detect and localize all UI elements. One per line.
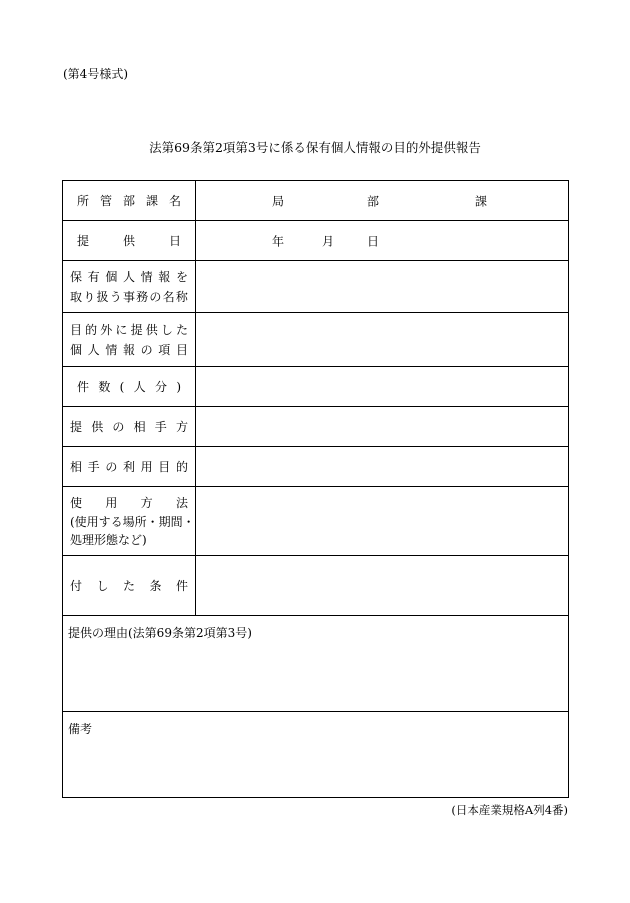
department-label-char: 管	[99, 193, 112, 208]
usage-label-char: 方	[140, 496, 153, 510]
items-label-char: 的	[85, 322, 98, 337]
items-label-char: 報	[122, 342, 135, 357]
conditions-label-char: た	[122, 578, 135, 593]
provision-date-label-char: 日	[168, 233, 181, 248]
usage-label-detail-2: 処理形態など)	[70, 533, 147, 547]
section-unit: 課	[475, 194, 488, 208]
usage-label-char: 法	[175, 496, 188, 510]
work-name-label-char: 有	[87, 269, 100, 284]
count-label-char: )	[176, 379, 181, 394]
count-field[interactable]	[196, 367, 569, 407]
department-value-field[interactable]	[196, 181, 569, 221]
items-label-char: 目	[175, 342, 188, 357]
provision-date-label-char: 提	[77, 233, 90, 248]
reason-field[interactable]	[63, 616, 569, 712]
reason-label: 提供の理由(法第69条第2項第3号)	[68, 626, 252, 640]
purpose-label-char: 目	[158, 459, 171, 474]
paper-size-note: (日本産業規格A列4番)	[451, 803, 568, 817]
row-recipient	[63, 407, 569, 447]
remarks-label: 備考	[68, 722, 93, 736]
day-unit: 日	[367, 234, 380, 248]
purpose-label-char: 手	[87, 459, 100, 474]
items-label-char: し	[160, 322, 173, 337]
usage-label	[63, 487, 196, 556]
form-number: (第4号様式)	[63, 67, 128, 81]
bureau-unit: 局	[272, 194, 285, 208]
items-label-char: 供	[145, 322, 158, 337]
row-work-name	[63, 261, 569, 313]
work-name-label-char: 人	[122, 269, 135, 284]
work-name-label-char: 保	[70, 269, 83, 284]
work-name-label	[63, 261, 196, 313]
form-title: 法第69条第2項第3号に係る保有個人情報の目的外提供報告	[149, 140, 481, 155]
usage-label-char: 使	[70, 496, 83, 510]
conditions-label-char: し	[96, 578, 109, 593]
year-unit: 年	[272, 234, 285, 248]
conditions-field[interactable]	[196, 556, 569, 616]
row-remarks	[63, 712, 569, 798]
items-label-char: 個	[70, 342, 83, 357]
items-label-char: た	[175, 322, 188, 337]
usage-label-detail-1: (使用する場所・期間・	[70, 515, 195, 529]
recipient-label	[63, 407, 196, 447]
conditions-label-char: 付	[70, 578, 83, 593]
work-name-label-char: 称	[175, 289, 188, 304]
recipient-label-char: 方	[175, 419, 188, 434]
work-name-label-char: り	[83, 289, 96, 304]
department-label-char: 所	[77, 193, 90, 208]
items-label-char: の	[140, 342, 153, 357]
row-usage	[63, 487, 569, 556]
purpose-label-char: 的	[175, 459, 188, 474]
division-unit: 部	[367, 194, 380, 208]
count-label-char: 分	[154, 379, 167, 394]
row-reason	[63, 616, 569, 712]
count-label-char: 数	[98, 379, 111, 394]
items-label-char: 提	[130, 322, 143, 337]
provision-date-field[interactable]	[196, 221, 569, 261]
work-name-label-char: 名	[162, 289, 175, 304]
row-conditions	[63, 556, 569, 616]
recipient-label-char: 供	[91, 419, 104, 434]
row-department	[63, 181, 569, 221]
usage-label-char: 用	[105, 496, 118, 510]
items-label-char: 外	[100, 322, 113, 337]
row-count	[63, 367, 569, 407]
work-name-label-char: 務	[136, 289, 149, 304]
recipient-label-char: 相	[133, 419, 146, 434]
items-label-char: 情	[105, 342, 118, 357]
provision-date-label-char: 供	[122, 233, 135, 248]
count-label-char: 件	[77, 379, 90, 394]
recipient-label-char: の	[112, 419, 125, 434]
purpose-label-char: の	[105, 459, 118, 474]
work-name-label-char: 扱	[96, 289, 109, 304]
work-name-label-char: 情	[140, 269, 153, 284]
usage-field[interactable]	[196, 487, 569, 556]
count-label-char: 人	[133, 379, 146, 394]
work-name-label-char: の	[149, 289, 162, 304]
row-provision-date	[63, 221, 569, 261]
purpose-label-char: 利	[122, 459, 135, 474]
department-label-char: 課	[145, 193, 158, 208]
purpose-label	[63, 447, 196, 487]
count-label-char: (	[119, 379, 125, 394]
items-field[interactable]	[196, 313, 569, 367]
row-purpose	[63, 447, 569, 487]
remarks-field[interactable]	[63, 712, 569, 798]
conditions-label-char: 条	[149, 578, 162, 593]
work-name-label-char: 事	[122, 289, 135, 304]
recipient-label-char: 手	[154, 419, 167, 434]
items-label	[63, 313, 196, 367]
month-unit: 月	[322, 234, 335, 248]
work-name-label-char: う	[109, 289, 122, 304]
purpose-label-char: 相	[70, 459, 83, 474]
provision-date-label	[63, 221, 196, 261]
work-name-label-char: 報	[158, 269, 171, 284]
count-label	[63, 367, 196, 407]
conditions-label	[63, 556, 196, 616]
items-label-char: 項	[158, 342, 171, 357]
recipient-label-char: 提	[70, 419, 83, 434]
items-label-char: 目	[70, 322, 83, 337]
department-label-char: 部	[122, 193, 135, 208]
recipient-field[interactable]	[196, 407, 569, 447]
purpose-label-char: 用	[140, 459, 153, 474]
purpose-field[interactable]	[196, 447, 569, 487]
work-name-label-char: 取	[70, 289, 83, 304]
work-name-label-char: を	[175, 269, 188, 284]
conditions-label-char: 件	[175, 578, 188, 593]
work-name-field[interactable]	[196, 261, 569, 313]
items-label-char: 人	[87, 342, 100, 357]
row-items	[63, 313, 569, 367]
work-name-label-char: 個	[105, 269, 118, 284]
department-label	[63, 181, 196, 221]
items-label-char: に	[115, 322, 128, 337]
department-label-char: 名	[168, 193, 181, 208]
report-table	[62, 180, 569, 798]
